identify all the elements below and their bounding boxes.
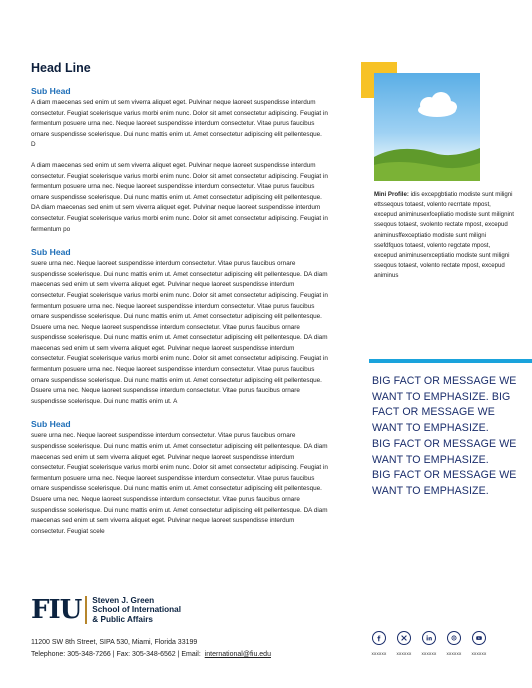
school-name: [92, 596, 181, 624]
x-twitter-icon[interactable]: [397, 631, 411, 645]
social-youtube[interactable]: [468, 631, 490, 656]
contact-info: [31, 637, 271, 660]
social-facebook[interactable]: [368, 631, 390, 656]
school-name-line: Steven J. Green: [92, 595, 155, 605]
social-label: xxxxxx: [371, 651, 387, 656]
linkedin-icon[interactable]: [422, 631, 436, 645]
fiu-logo: [31, 596, 181, 624]
youtube-icon[interactable]: [472, 631, 486, 645]
social-links: [368, 631, 490, 656]
street-address: 11200 SW 8th Street, SIPA 530, Miami, Florida 33199: [31, 639, 198, 646]
social-label: xxxxxx: [446, 651, 462, 656]
social-linkedin[interactable]: [418, 631, 440, 656]
facebook-icon[interactable]: [372, 631, 386, 645]
social-flickr[interactable]: [443, 631, 465, 656]
subhead: Sub Head: [31, 247, 71, 258]
body-paragraph: suere urna nec. Neque laoreet suspendisse interdum consectetur. Vitae purus faucibus ornare suspendisse scelerisque. Dui nunc mattis enim ut. Amet consectetur adipiscing elit pellentesque. DA diam maecenas sed enim ut sem viverra aliquet eget. Pulvinar neque laoreet suspendisse interdum consectetur. Feugiat scelerisque varius morbi enim nunc. Dolor sit amet consectetur adipiscing. Feugiat in fermentum posuere urna nec. Neque laoreet suspendisse interdum consectetur. Vitae purus faucibus ornare suspendisse scelerisque. Dui nunc mattis enim ut. Amet consectetur adipiscing elit pellentesque. Dsuere urna nec. Neque laoreet suspendisse interdum consectetur. Vitae purus faucibus ornare suspendisse scelerisque. Dui nunc mattis enim ut. Amet consectetur adipiscing elit pellentesque. DA diam maecenas sed enim ut sem viverra aliquet eget. Pulvinar neque laoreet suspendisse interdum consectetur. Feugiat scelerisque varius morbi enim nunc. Dolor sit amet consectetur adipiscing. Feugiat in fermentum posuere urna nec. Neque laoreet suspendisse interdum consectetur. Vitae purus faucibus ornare suspendisse scelerisque. Dui nunc mattis enim ut. Amet consectetur adipiscing elit pellentesque. Dsuere urna nec. Neque laoreet suspendisse interdum consectetur. Vitae purus faucibus ornare suspendisse scelerisque. Dui nunc mattis enim ut. A: [31, 260, 328, 405]
section-1: [31, 86, 328, 235]
school-name-line: & Public Affairs: [92, 614, 153, 624]
logo-divider: [85, 596, 87, 624]
section-3: [31, 419, 328, 537]
body-paragraph: A diam maecenas sed enim ut sem viverra aliquet eget. Pulvinar neque laoreet suspendisse interdum consectetur. Feugiat scelerisque varius morbi enim nunc. Dolor sit amet consectetur adipiscing. Feugiat in fermentum posuere urna nec. Neque laoreet suspendisse interdum consectetur. Vitae purus faucibus ornare suspendisse scelerisque. Dui nunc mattis enim ut. Amet consectetur adipiscing elit pellentesque. DA diam maecenas sed enim ut sem viverra aliquet eget. Pulvinar neque laoreet suspendisse interdum consectetur. Feugiat scelerisque varius morbi enim nunc. Dolor sit amet consectetur adipiscing. Feugiat in fermentum po: [31, 161, 328, 233]
profile-photo-frame: [361, 62, 480, 182]
subhead: Sub Head: [31, 419, 71, 430]
flickr-icon[interactable]: [447, 631, 461, 645]
landscape-illustration: [374, 73, 480, 181]
social-label: xxxxxx: [471, 651, 487, 656]
school-name-line: School of International: [92, 605, 181, 615]
big-fact-callout: BIG FACT OR MESSAGE WE WANT TO EMPHASIZE. BIG FACT OR MESSAGE WE WANT TO EMPHASIZE. BIG FACT OR MESSAGE WE WANT TO EMPHASIZE. BIG FACT OR MESSAGE WE WANT TO EMPHASIZE.: [372, 375, 517, 497]
body-paragraph: suere urna nec. Neque laoreet suspendisse interdum consectetur. Vitae purus faucibus ornare suspendisse scelerisque. Dui nunc mattis enim ut. Amet consectetur adipiscing elit pellentesque. DA diam maecenas sed enim ut sem viverra aliquet eget. Pulvinar neque laoreet suspendisse interdum consectetur. Feugiat scelerisque varius morbi enim nunc. Dolor sit amet consectetur adipiscing. Feugiat in fermentum posuere urna nec. Neque laoreet suspendisse interdum consectetur. Vitae purus faucibus ornare suspendisse scelerisque. Dui nunc mattis enim ut. Amet consectetur adipiscing elit pellentesque. Dsuere urna nec. Neque laoreet suspendisse interdum consectetur. Vitae purus faucibus ornare suspendisse scelerisque. Dui nunc mattis enim ut. Amet consectetur adipiscing elit pellentesque. DA diam maecenas sed enim ut sem viverra aliquet eget. Pulvinar neque laoreet suspendisse interdum consectetur. Feugiat scele: [31, 432, 328, 535]
mini-profile: [374, 190, 514, 281]
cloud-icon: [418, 92, 457, 117]
social-label: xxxxxx: [421, 651, 437, 656]
main-column: [31, 86, 328, 537]
phone-fax: Telephone: 305-348-7266 | Fax: 305-348-6562 | Email:: [31, 650, 201, 658]
email-link[interactable]: international@fiu.edu: [204, 650, 271, 658]
social-x-twitter[interactable]: [393, 631, 415, 656]
divider-rule: [369, 359, 532, 363]
fiu-wordmark: FIU: [31, 595, 82, 625]
landscape-image: [374, 73, 480, 181]
mini-profile-text: idis excepgbtiatio modiste sunt miligni ettsseqous totaest, volento recrrtate mpost, excepud animinusexfcepliatio modiste sunt milignint sseqous totaest, svolento rectate mpost, excepud animinusffexceptiatio modiste sunt miligni ssefdfquos totaest, volento regctate mpost, excepud animinuserxceptiatio modiste sunt miligni sseqous totaest, volento rectate mpost, excepud animinus: [374, 191, 514, 280]
body-paragraph: A diam maecenas sed enim ut sem viverra aliquet eget. Pulvinar neque laoreet suspendisse interdum consectetur. Feugiat scelerisque varius morbi enim nunc. Dolor sit amet consectetur adipiscing. Feugiat in fermentum posuere urna nec. Neque laoreet suspendisse interdum consectetur. Vitae purus faucibus ornare suspendisse scelerisque. Dui nunc mattis enim ut. Amet consectetur adipiscing elit pellentesque. D: [31, 99, 328, 149]
headline: Head Line: [31, 61, 91, 75]
phone-fax-email: [31, 649, 271, 661]
section-2: [31, 247, 328, 407]
subhead: Sub Head: [31, 86, 71, 96]
mini-profile-label: Mini Profile:: [374, 191, 409, 198]
social-label: xxxxxx: [396, 651, 412, 656]
